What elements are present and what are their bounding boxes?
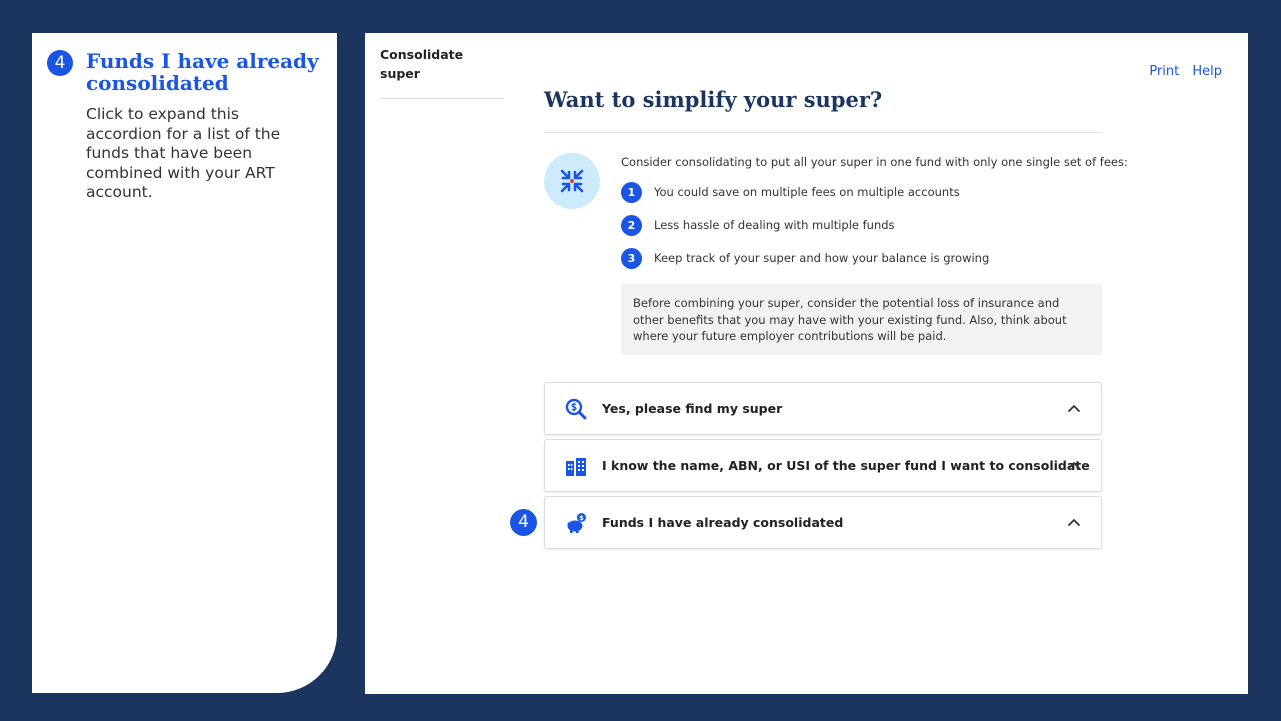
building-icon	[565, 455, 587, 477]
chevron-up-icon	[1067, 515, 1081, 529]
piggy-bank-icon	[565, 512, 587, 534]
accordion-know-fund-details[interactable]	[544, 439, 1102, 492]
consolidate-icon	[544, 153, 600, 209]
step-number-badge: 1	[621, 182, 642, 203]
step-text: Keep track of your super and how your balance is growing	[654, 251, 990, 265]
search-dollar-icon	[565, 398, 587, 420]
callout-step-number: 4	[47, 50, 73, 76]
callout-title: Funds I have already consolidated	[86, 49, 319, 95]
accordion-label: I know the name, ABN, or USI of the super fund I want to consolidate	[602, 458, 1090, 473]
sidenav-divider	[380, 98, 504, 99]
intro-text: Consider consolidating to put all your super in one fund with only one single set of fees:	[621, 155, 1128, 169]
step-number-badge: 2	[621, 215, 642, 236]
sidenav-item-consolidate-super[interactable]: Consolidate super	[380, 47, 464, 81]
print-link[interactable]: Print	[1149, 64, 1180, 79]
callout-description: Click to expand this accordion for a list of the funds that have been combined with your ART account.	[86, 105, 281, 201]
tutorial-callout-card	[32, 33, 337, 693]
step-number-badge: 3	[621, 248, 642, 269]
page-title: Want to simplify your super?	[544, 87, 883, 112]
chevron-up-icon	[1067, 458, 1081, 472]
step-text: You could save on multiple fees on multiple accounts	[654, 185, 960, 199]
tutorial-step-marker: 4	[510, 509, 537, 536]
accordion-find-my-super[interactable]	[544, 382, 1102, 435]
benefit-step-3	[621, 247, 989, 269]
step-text: Less hassle of dealing with multiple funds	[654, 218, 895, 232]
accordion-label: Funds I have already consolidated	[602, 515, 844, 530]
accordion-label: Yes, please find my super	[602, 401, 783, 416]
heading-divider	[544, 132, 1102, 133]
app-panel	[365, 33, 1248, 694]
insurance-notice: Before combining your super, consider the potential loss of insurance and other benefits that you may have with your existing fund. Also, think about where your future employer contributions will be paid.	[621, 284, 1102, 355]
accordion-funds-consolidated[interactable]	[544, 496, 1102, 549]
svg-text:$: $	[579, 514, 584, 522]
help-link[interactable]: Help	[1192, 64, 1222, 79]
header-links	[1140, 64, 1222, 79]
benefit-step-2	[621, 214, 895, 236]
benefit-step-1	[621, 181, 960, 203]
chevron-up-icon	[1067, 401, 1081, 415]
